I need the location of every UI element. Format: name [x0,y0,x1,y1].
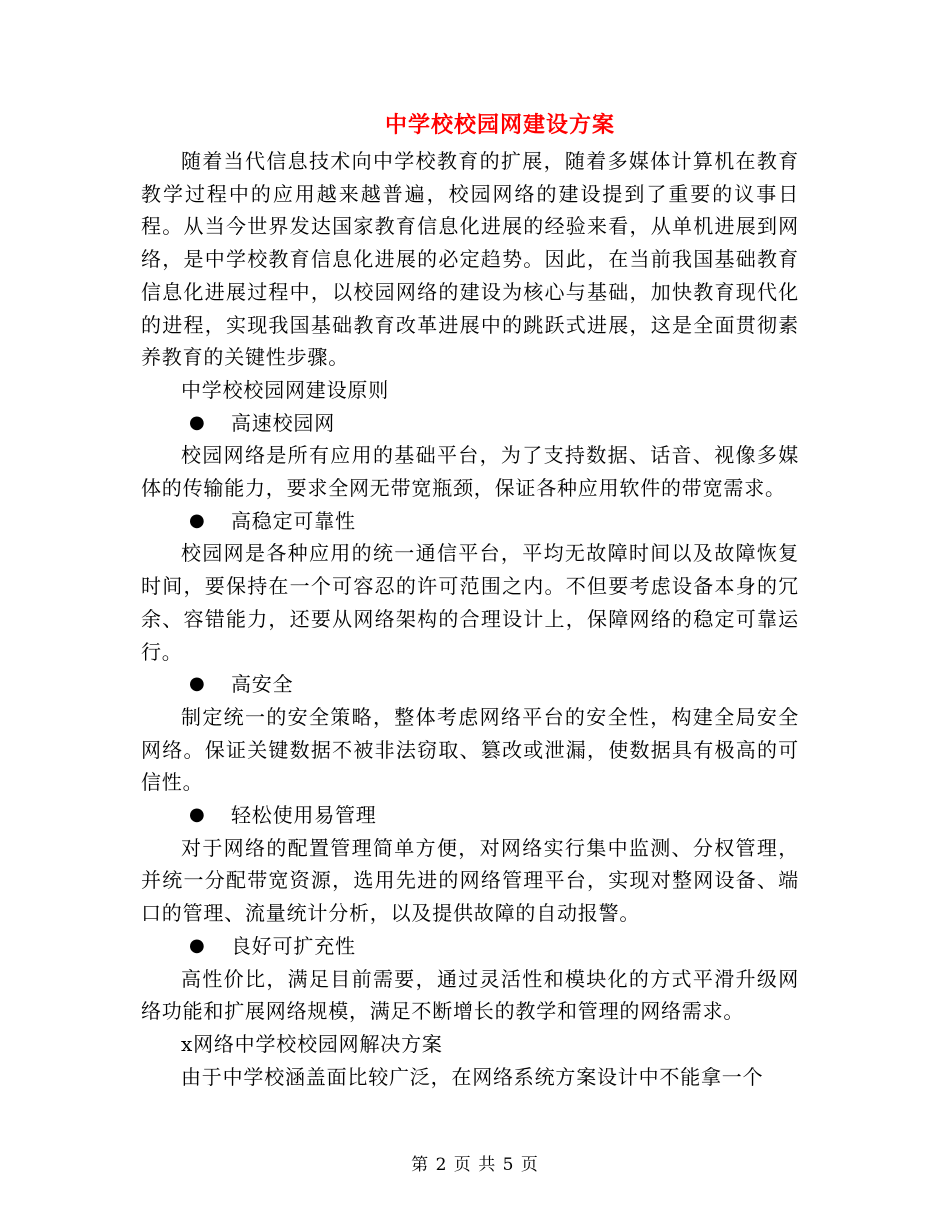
document-title: 中学校校园网建设方案 [384,112,615,138]
principle-label: 高安全 [231,672,294,697]
solution-heading: x网络中学校校园网解决方案 [181,1031,443,1056]
principle-heading [141,930,799,963]
intro-paragraph: 随着当代信息技术向中学校教育的扩展，随着多媒体计算机在教育教学过程中的应用越来越普遍，校园网络的建设提到了重要的议事日程。从当今世界发达国家教育信息化进展的经验来看，从单机进展到网络，是中学校教育信息化进展的必定趋势。因此，在当前我国基础教育信息化进展过程中，以校园网络的建设为核心与基础，加快教育现代化的进程，实现我国基础教育改革进展中的跳跃式进展，这是全面贯彻素养教育的关键性步骤。 [141,149,799,370]
principle-paragraph: 制定统一的安全策略，整体考虑网络平台的安全性，构建全局安全网络。保证关键数据不被非法窃取、篡改或泄漏，使数据具有极高的可信性。 [141,704,799,795]
principle-paragraph: 对于网络的配置管理简单方便，对网络实行集中监测、分权管理，并统一分配带宽资源，选用先进的网络管理平台，实现对整网设备、端口的管理、流量统计分析，以及提供故障的自动报警。 [141,835,799,926]
principle-heading [141,799,799,832]
principle-label: 良好可扩充性 [231,933,356,958]
principle-paragraph: 校园网络是所有应用的基础平台，为了支持数据、话音、视像多媒体的传输能力，要求全网无带宽瓶颈，保证各种应用软件的带宽需求。 [141,443,799,501]
principle-label: 高速校园网 [231,410,335,435]
principles-heading: 中学校校园网建设原则 [181,377,389,402]
document-body [141,145,799,1093]
bullet-dot-icon: ● [189,804,206,826]
bullet-dot-icon: ● [189,411,206,433]
principle-paragraph: 校园网是各种应用的统一通信平台，平均无故障时间以及故障恢复时间，要保持在一个可容忍的许可范围之内。不但要考虑设备本身的冗余、容错能力，还要从网络架构的合理设计上，保障网络的稳定可靠运行。 [141,541,799,664]
principle-label: 轻松使用易管理 [231,803,377,828]
principle-heading [141,668,799,701]
bullet-dot-icon: ● [189,934,206,956]
principle-heading [141,407,799,440]
principle-heading [141,505,799,538]
page-footer: 第 2 页 共 5 页 [411,1155,539,1175]
bullet-dot-icon: ● [189,673,206,695]
bullet-dot-icon: ● [189,509,206,531]
solution-paragraph: 由于中学校涵盖面比较广泛，在网络系统方案设计中不能拿一个 [181,1064,764,1089]
principle-paragraph: 高性价比，满足目前需要，通过灵活性和模块化的方式平滑升级网络功能和扩展网络规模，满足不断增长的教学和管理的网络需求。 [141,966,799,1024]
principle-label: 高稳定可靠性 [231,508,356,533]
